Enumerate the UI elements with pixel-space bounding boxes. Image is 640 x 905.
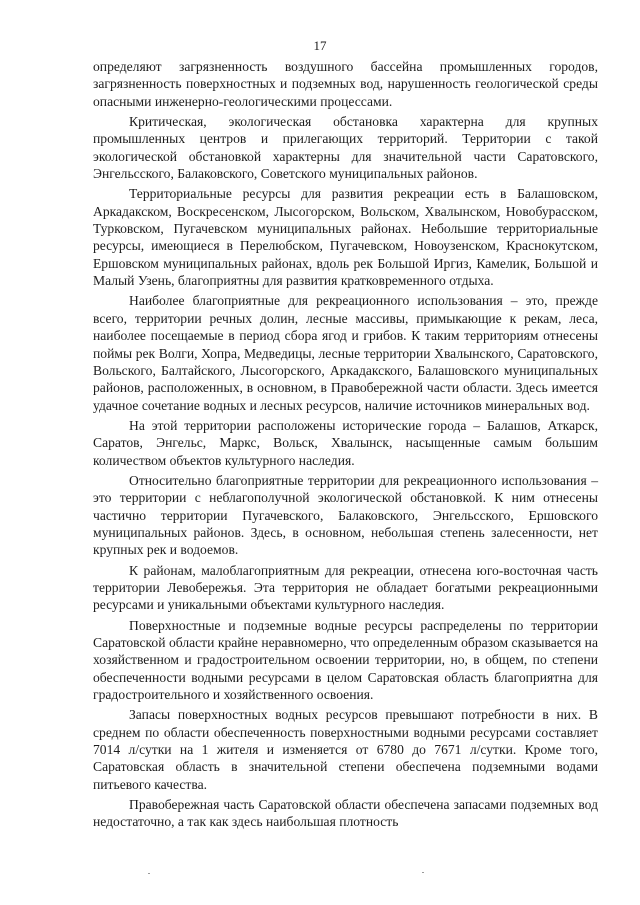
paragraph-favorable-recreation: Наиболее благоприятные для рекреационного использования – это, прежде всего, территории речных долин, лесные массивы, примыкающие к рекам, леса, наиболее посещаемые в период сбора ягод и грибов. К таким территориям отнесены поймы рек Волги, Хопра, Медведицы, лесные территории Хвалынского, Саратовского, Вольского, Балтайского, Лысогорского, Аркадакского, Балашовского муниципальных районов, расположенных, в основном, в Правобережной части области. Здесь имеется удачное сочетание водных и лесных ресурсов, наличие источников минеральных вод. (93, 293, 598, 413)
paragraph-territorial-resources: Территориальные ресурсы для развития рекреации есть в Балашовском, Аркадакском, Воскресенском, Лысогорском, Вольском, Хвалынском, Новобурасском, Турковском, Пугачевском муниципальных районах. Небольшие территориальные ресурсы, имеющиеся в Перелюбском, Пугачевском, Новоузенском, Краснокутском, Ершовском муниципальных районах, вдоль рек Большой Иргиз, Камелик, Большой и Малый Узень, благоприятны для развития кратковременного отдыха. (93, 186, 598, 289)
scan-speck (148, 873, 150, 874)
paragraph-less-favorable: К районам, малоблагоприятным для рекреации, отнесена юго-восточная часть территории Левобережья. Эта территория не обладает богатыми рекреационными ресурсами и уникальными объектами культурного наследия. (93, 562, 598, 613)
scan-speck (422, 872, 424, 873)
paragraph-relatively-favorable: Относительно благоприятные территории для рекреационного использования – это территории с неблагополучной экологической обстановкой. К ним отнесены частично территории Пугачевского, Балаковского, Энгельсского, Ершовского муниципальных районов. Здесь, в основном, небольшая степень залесенности, нет крупных рек и водоемов. (93, 472, 598, 558)
paragraph-critical-ecology: Критическая, экологическая обстановка характерна для крупных промышленных центров и прилегающих территорий. Территории с такой экологической обстановкой характерны для значительной части Саратовского, Энгельсского, Балаковского, Советского муниципальных районов. (93, 114, 598, 182)
paragraph-water-resources: Поверхностные и подземные водные ресурсы распределены по территории Саратовской области крайне неравномерно, что определенным образом сказывается на хозяйственном и градостроительном освоении территории, но, в общем, по степени обеспеченности водными ресурсами в целом Саратовская область благоприятна для градостроительного и хозяйственного освоения. (93, 617, 598, 703)
paragraph-historic-towns: На этой территории расположены исторические города – Балашов, Аткарск, Саратов, Энгельс, Маркс, Вольск, Хвалынск, насыщенные самым большим количеством объектов культурного наследия. (93, 417, 598, 468)
page-number: 17 (313, 38, 327, 53)
body-text (93, 58, 598, 831)
paragraph-surface-water-reserves: Запасы поверхностных водных ресурсов превышают потребности в них. В среднем по области обеспеченность поверхностными водными ресурсами составляет 7014 л/сутки на 1 жителя и изменяется от 6780 до 7671 л/сутки. Кроме того, Саратовская область в значительной степени обеспечена подземными водами питьевого качества. (93, 707, 598, 792)
paragraph-pollution-continuation: определяют загрязненность воздушного бассейна промышленных городов, загрязненность поверхностных и подземных вод, нарушенность геологической среды опасными инженерно-геологическими процессами. (93, 59, 598, 109)
paragraph-right-bank-groundwater: Правобережная часть Саратовской области обеспечена запасами подземных вод недостаточно, а так как здесь наибольшая плотность (93, 797, 598, 830)
